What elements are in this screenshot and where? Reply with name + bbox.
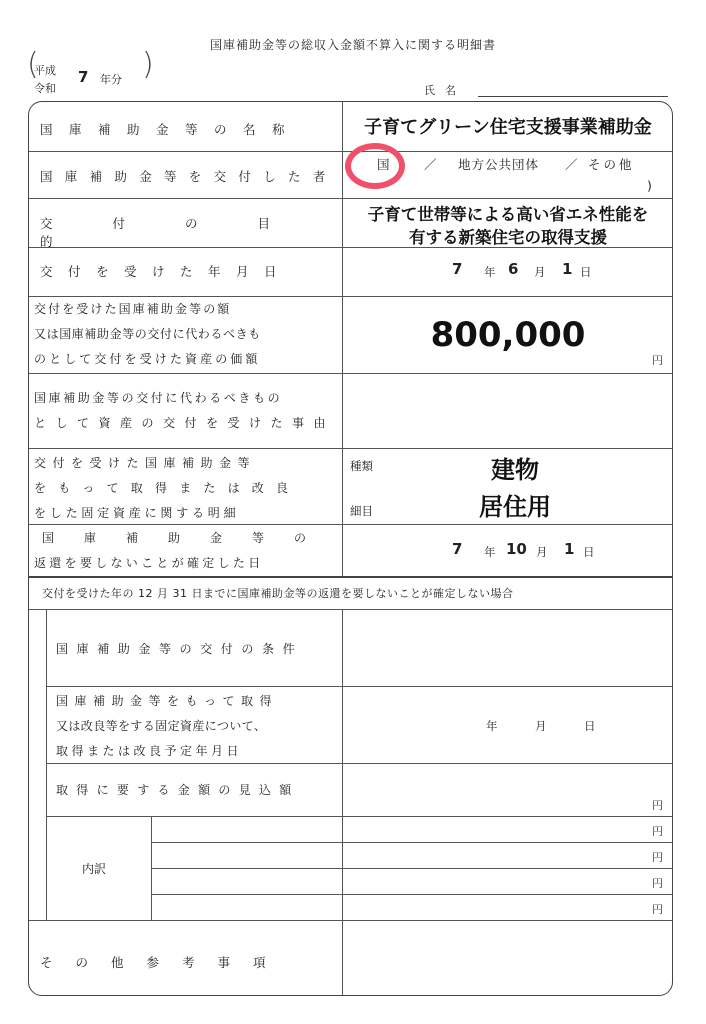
- breakdown-yen-1: 円: [652, 825, 663, 838]
- grant-date-month[interactable]: 6: [508, 260, 519, 278]
- section-line: [29, 576, 673, 578]
- purpose-line-1: 子育て世帯等による高い省エネ性能を: [367, 205, 649, 224]
- name-label: 氏名: [424, 84, 466, 97]
- estimate-label: 取得に要する金額の見込額: [56, 783, 300, 797]
- close-paren: ): [647, 178, 652, 193]
- tax-year-unit: 年分: [100, 73, 122, 86]
- open-paren: (: [27, 47, 39, 82]
- breakdown-label: 内訳: [82, 862, 107, 876]
- year-unit: 年: [484, 545, 496, 559]
- plan-day-unit[interactable]: 日: [584, 719, 596, 733]
- no-return-date-label: 国庫補助金等の 返還を要しないことが確定した日: [34, 531, 337, 570]
- granted-by-local-gov[interactable]: 地方公共団体: [458, 157, 540, 172]
- amount-yen: 円: [652, 354, 663, 367]
- tax-year: 7: [78, 68, 89, 86]
- no-return-day[interactable]: 1: [564, 540, 575, 558]
- other-notes-field[interactable]: [343, 921, 673, 995]
- year-unit: 年: [484, 265, 496, 279]
- indent-line: [46, 609, 47, 920]
- row-line: [46, 816, 673, 817]
- estimate-yen: 円: [652, 799, 663, 812]
- breakdown-line: [151, 868, 673, 869]
- plan-year-unit[interactable]: 年: [486, 719, 498, 733]
- month-unit: 月: [536, 545, 548, 559]
- subsidy-name-value[interactable]: 子育てグリーン住宅支援事業補助金: [364, 117, 652, 138]
- day-unit: 日: [580, 265, 592, 279]
- section-note: 交付を受けた年の 12 月 31 日までに国庫補助金等の返還を要しないことが確定しない場合: [42, 587, 514, 600]
- form-title: 国庫補助金等の総収入金額不算入に関する明細書: [209, 38, 496, 52]
- conditions-field[interactable]: [343, 610, 673, 684]
- asset-reason-field[interactable]: [343, 373, 673, 447]
- separator: ／: [424, 157, 437, 172]
- detail-value[interactable]: 居住用: [479, 493, 551, 521]
- asset-reason-label: 国庫補助金等の交付に代わるべきもの として資産の交付を受けた事由: [34, 391, 336, 430]
- kind-label: 種類: [350, 459, 373, 473]
- row-line: [29, 448, 673, 449]
- granted-by-country[interactable]: 国: [377, 157, 390, 172]
- purpose-label: 交付の目的: [40, 216, 331, 249]
- row-line: [29, 198, 673, 199]
- purpose-value[interactable]: [343, 203, 673, 249]
- grant-date-year[interactable]: 7: [452, 260, 463, 278]
- plan-date-label: 国庫補助金等をもって取得 又は改良等をする固定資産について、 取得または改良予定年月日: [56, 694, 279, 758]
- breakdown-yen-4: 円: [652, 903, 663, 916]
- no-return-year[interactable]: 7: [452, 540, 463, 558]
- breakdown-line: [151, 842, 673, 843]
- selection-circle: [345, 143, 405, 189]
- purpose-line-2: 有する新築住宅の取得支援: [409, 228, 607, 247]
- era-heisei: 平成: [34, 64, 56, 77]
- era-reiwa: 令和: [34, 82, 56, 95]
- grant-date-day[interactable]: 1: [562, 260, 573, 278]
- subsidy-name-label: 国庫補助金等の名称: [40, 122, 302, 137]
- breakdown-yen-3: 円: [652, 877, 663, 890]
- breakdown-line: [151, 894, 673, 895]
- granted-by-label: 国庫補助金等を交付した者: [40, 169, 338, 184]
- name-field[interactable]: [478, 96, 668, 97]
- granted-by-other[interactable]: その他: [588, 157, 635, 172]
- conditions-label: 国庫補助金等の交付の条件: [56, 642, 304, 656]
- amount-label: 交付を受けた国庫補助金等の額 又は国庫補助金等の交付に代わるべきも のとして交付を受けた資産の価額: [34, 302, 261, 366]
- fixed-asset-label: 交付を受けた国庫補助金等 をもって取得または改良 をした固定資産に関する明細: [34, 456, 301, 520]
- month-unit: 月: [534, 265, 546, 279]
- separator: ／: [565, 157, 578, 172]
- no-return-month[interactable]: 10: [506, 540, 527, 558]
- breakdown-yen-2: 円: [652, 851, 663, 864]
- detail-label: 細目: [350, 504, 373, 518]
- kind-value[interactable]: 建物: [491, 456, 539, 484]
- row-line: [46, 686, 673, 687]
- amount-value[interactable]: 800,000: [430, 315, 586, 355]
- plan-month-unit[interactable]: 月: [535, 719, 547, 733]
- grant-date-label: 交付を受けた年月日: [40, 264, 293, 279]
- day-unit: 日: [583, 545, 595, 559]
- close-paren: ): [142, 47, 154, 82]
- other-notes-label: その他参考事項: [40, 955, 289, 970]
